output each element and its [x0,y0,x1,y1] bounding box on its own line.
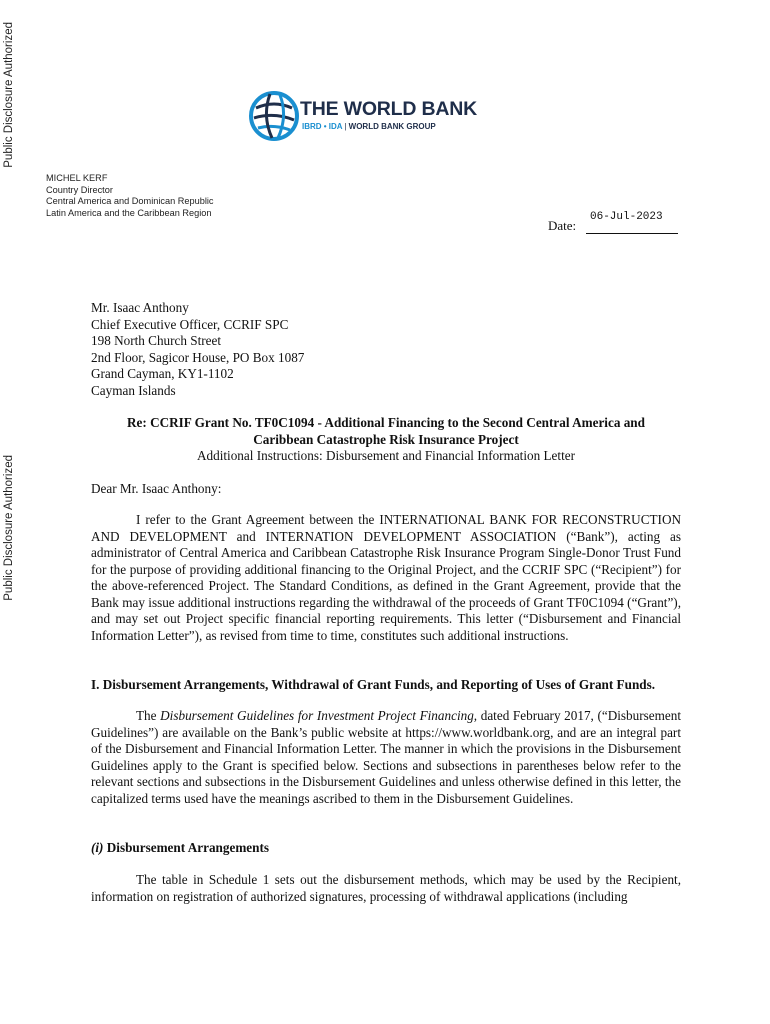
address-line: Cayman Islands [91,382,176,398]
date-value: 06-Jul-2023 [590,211,663,223]
sender-block [46,173,214,219]
logo-title: THE WORLD BANK [300,98,478,120]
schedule-paragraph: The table in Schedule 1 sets out the disbursement methods, which may be used by the Recipient, information on registration of authorized signatures, processing of withdrawal applications (including [91,872,681,904]
subject-line-1: Re: CCRIF Grant No. TF0C1094 - Additional Financing to the Second Central America and [127,415,645,430]
subsection-title: Disbursement Arrangements [103,840,270,855]
date-label: Date: [548,218,577,233]
intro-paragraph: I refer to the Grant Agreement between the INTERNATIONAL BANK FOR RECONSTRUCTION AND DEVELOPMENT and INTERNATION DEVELOPMENT ASSOCIATION (“Bank”), acting as administrator of Central America and Caribbean Catastrophe Risk Insurance Program Single-Donor Trust Fund for the purpose of providing additional financing to the Original Project, and the CCRIF SPC (“Recipient”) for the above-referenced Project. The Standard Conditions, as defined in the Grant Agreement, provide that the Bank may issue additional instructions regarding the withdrawal of the proceeds of Grant TF0C1094 (“Grant”), and may set out Project specific financial reporting requirements. This letter (“Disbursement and Financial Information Letter”), as revised from time to time, constitutes such additional instructions. [91,512,681,643]
disclosure-label-middle: Public Disclosure Authorized [3,455,15,601]
subject-title [91,415,681,448]
disclosure-label-top: Public Disclosure Authorized [3,22,15,168]
address-line: Grand Cayman, KY1-1102 [91,366,234,381]
section-heading-1: I. Disbursement Arrangements, Withdrawal of Grant Funds, and Reporting of Uses of Grant Funds. [91,677,656,692]
subject-subtitle: Additional Instructions: Disbursement and Financial Information Letter [197,448,575,463]
subject-line-2: Caribbean Catastrophe Risk Insurance Project [253,431,519,447]
sender-title: Country Director [46,184,113,195]
date-underline [586,233,678,234]
subsection-number: (i) [91,840,104,855]
address-line: Mr. Isaac Anthony [91,300,189,315]
subject-block [91,415,681,465]
address-line: Chief Executive Officer, CCRIF SPC [91,316,289,332]
guidelines-title: Disbursement Guidelines for Investment Project Financing, [160,708,478,723]
guidelines-paragraph [91,708,681,807]
sender-unit: Central America and Dominican Republic [46,196,214,206]
globe-icon [248,90,300,142]
logo-subtitle: IBRD • IDA | WORLD BANK GROUP [302,122,436,131]
world-bank-logo [248,90,488,144]
subsection-heading [91,840,691,856]
logo-ibrd-ida: IBRD • IDA [302,122,343,131]
para2-rest: dated February 2017, (“Disbursement Guidelines”) are available on the Bank’s public website at https://www.worldbank.org, and are an integral part of the Disbursement and Financial Information Letter. The manner in which the provisions in the Disbursement Guidelines apply to the Grant is specified below. Sections and subsections in parentheses below refer to the relevant sections and subsections in the Disbursement Guidelines and unless otherwise defined in this letter, the capitalized terms used have the meanings ascribed to them in the Disbursement Guidelines. [91,708,681,806]
logo-group: WORLD BANK GROUP [348,122,436,131]
address-line: 2nd Floor, Sagicor House, PO Box 1087 [91,349,305,365]
sender-region: Latin America and the Caribbean Region [46,207,212,218]
salutation: Dear Mr. Isaac Anthony: [91,481,222,496]
para2-lead: The [136,708,161,723]
sender-name: MICHEL KERF [46,173,108,183]
recipient-address [91,300,304,399]
address-line: 198 North Church Street [91,333,222,348]
